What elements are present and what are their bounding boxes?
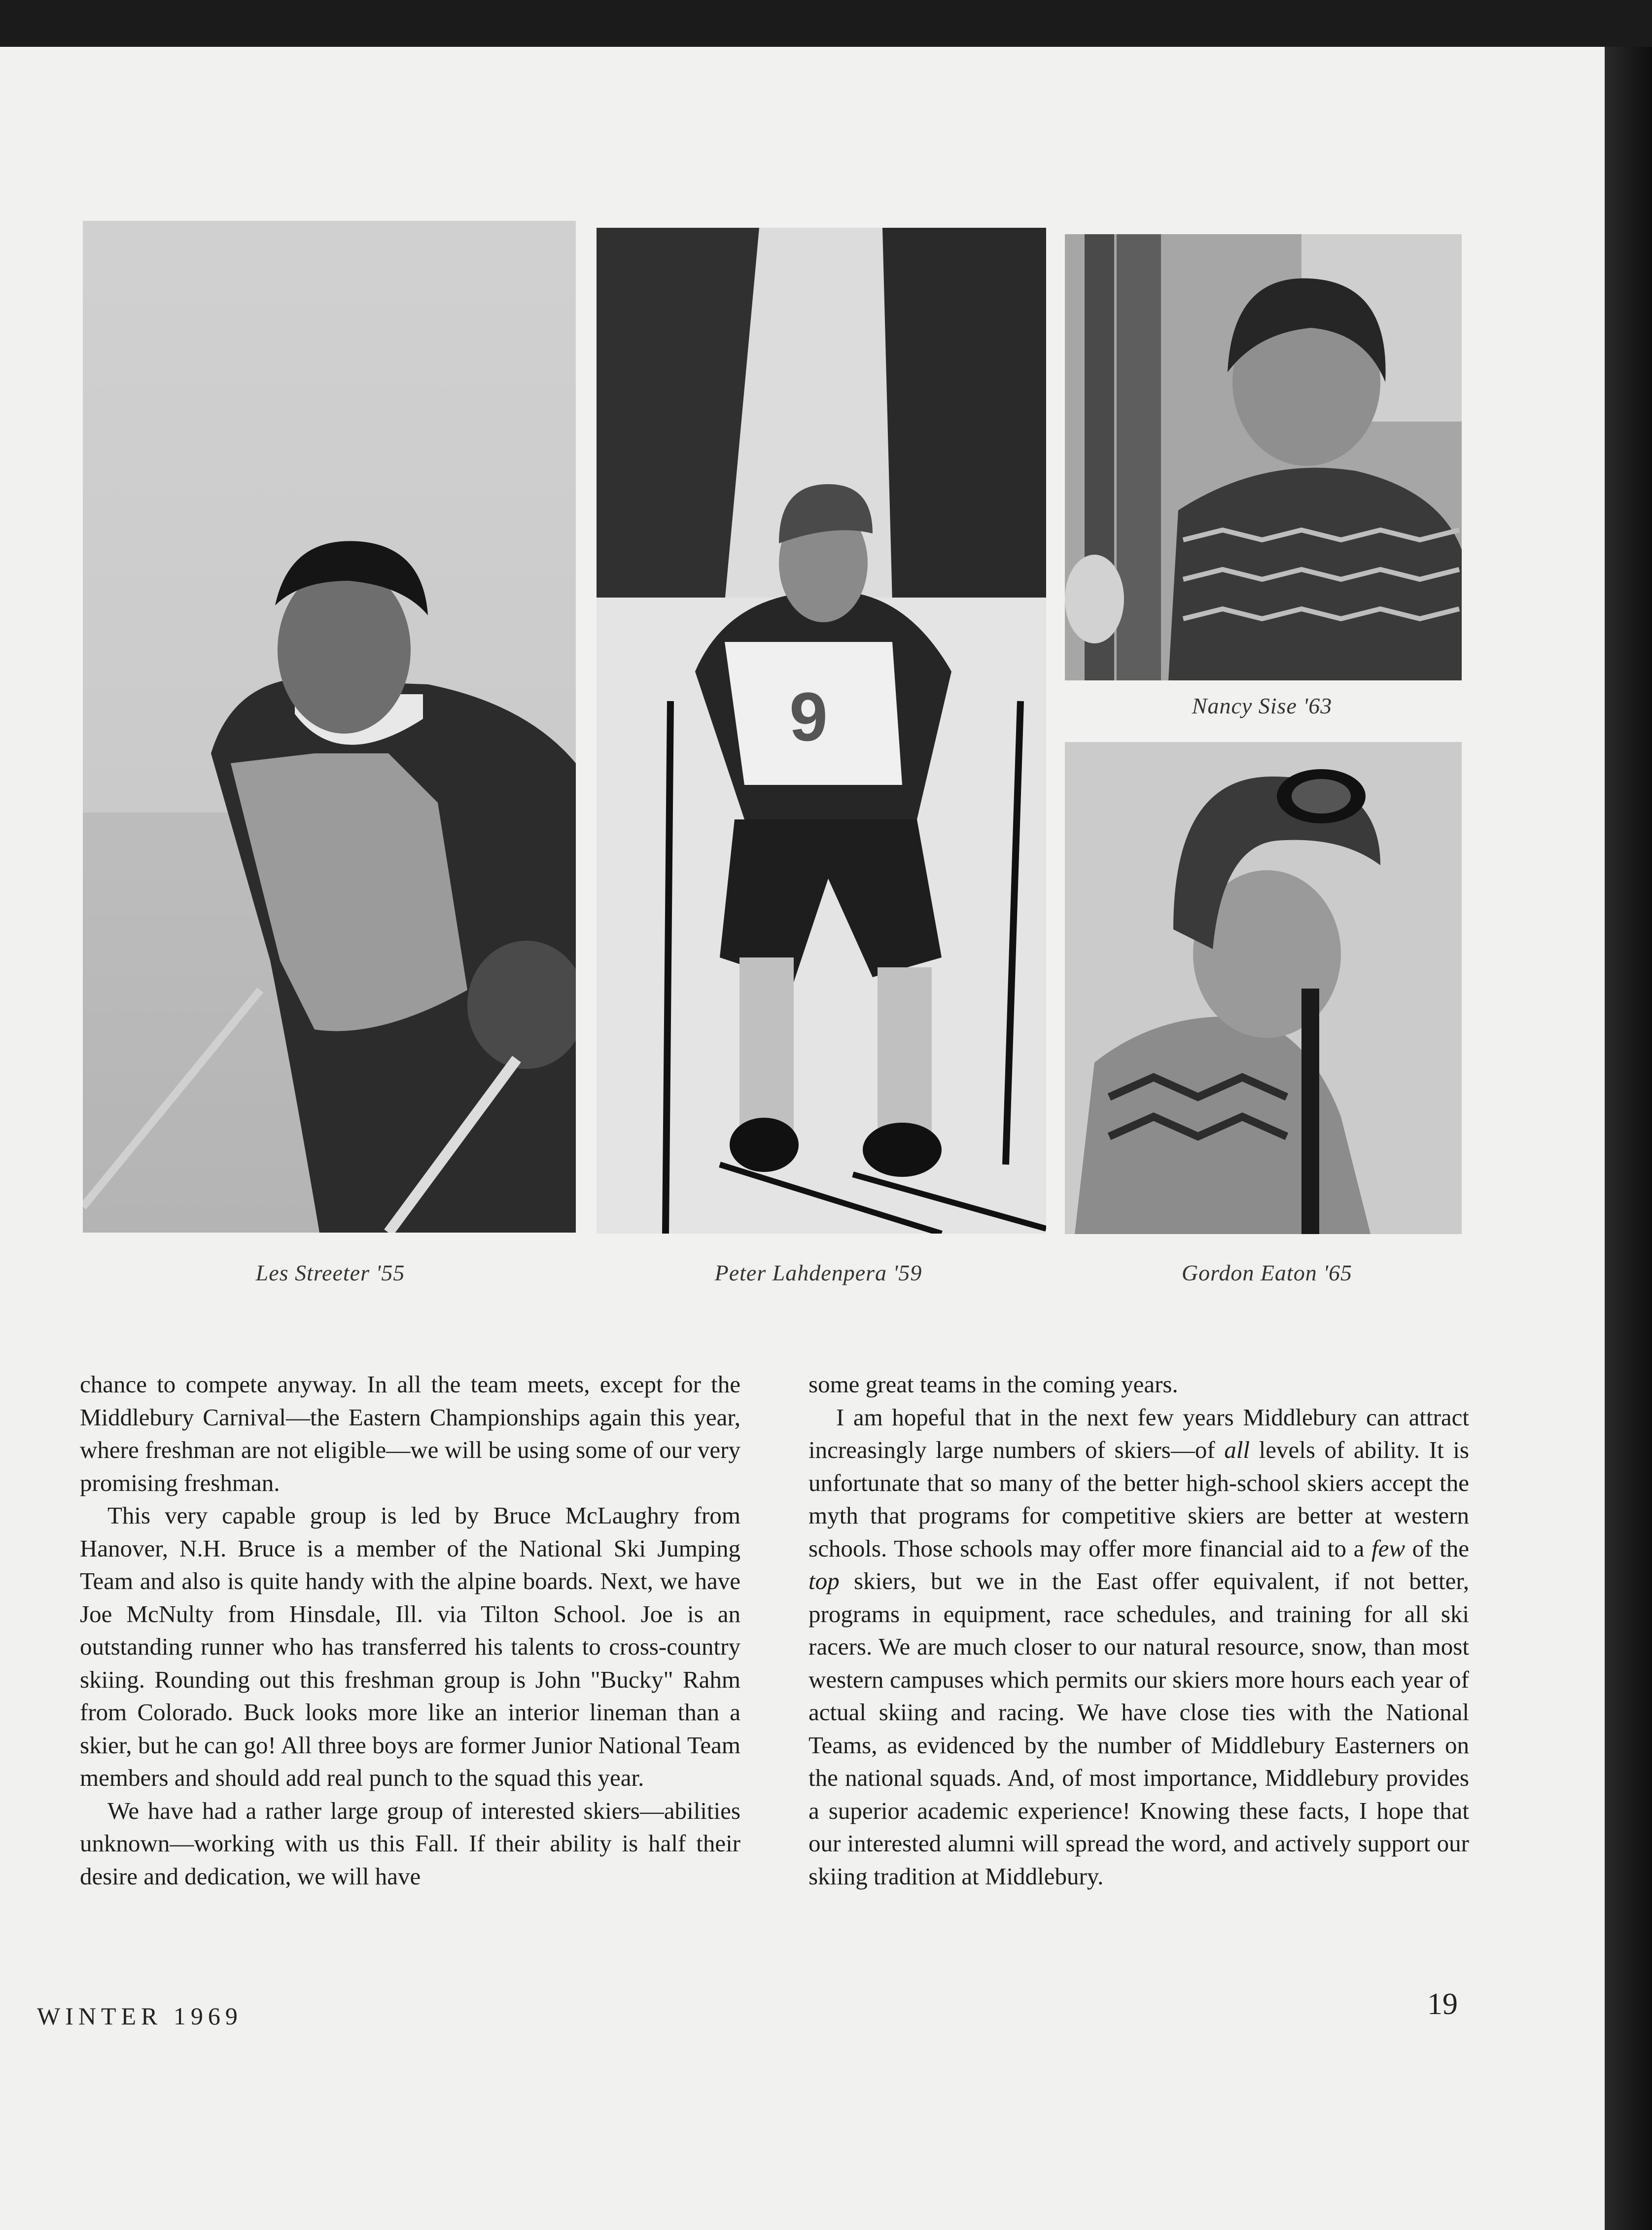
photo-peter-lahdenpera — [597, 228, 1046, 1234]
right-paragraph-2-part-d: skiers, but we in the East offer equivalent, if not better, programs in equipment, race schedules, and training for all ski racers. We are much closer to our natural resource, snow, than most western campuses which permits our skiers more hours each year of actual skiing and racing. We have close ties with the National Teams, as evidenced by the number of Middlebury Easterners on the national squads. And, of most importance, Middlebury provides a superior academic experience! Knowing these facts, I hope that our interested alumni will spread the word, and actively support our skiing tradition at Middlebury. — [808, 1567, 1469, 1890]
binding-edge — [1605, 47, 1652, 2230]
caption-gordon-eaton: Gordon Eaton '65 — [1181, 1260, 1353, 1285]
emphasis-top: top — [808, 1567, 840, 1594]
page-number: 19 — [1427, 1987, 1458, 2021]
left-paragraph-2: This very capable group is led by Bruce McLaughry from Hanover, N.H. Bruce is a member of the National Ski Jumping Team and also is quite handy with the alpine boards. Next, we have Joe McNulty from Hinsdale, Ill. via Tilton School. Joe is an outstanding runner who has transferred his talents to cross-country skiing. Rounding out this freshman group is John "Bucky" Rahm from Colorado. Buck looks more like an interior lineman than a skier, but he can go! All three boys are former Junior National Team members and should add real punch to the squad this year. — [80, 1502, 740, 1791]
right-paragraph-2 — [808, 1401, 1469, 1893]
caption-peter-lahdenpera: Peter Lahdenpera '59 — [714, 1260, 922, 1285]
caption-nancy-sise: Nancy Sise '63 — [1192, 693, 1333, 718]
right-paragraph-2-part-b: levels of ability. It is unfortunate that so many of the better high-school skiers accept the myth that programs for competitive skiers are better at western schools. Those schools may offer more financial aid to a — [808, 1436, 1470, 1562]
left-column — [80, 1368, 740, 1893]
right-paragraph-2-part-a: I am hopeful that in the next few years Middlebury can attract increasingly large numbers of skiers—of — [808, 1403, 1469, 1463]
issue-label: WINTER 1969 — [37, 2002, 243, 2030]
left-paragraph-1: chance to compete anyway. In all the team meets, except for the Middlebury Carnival—the Eastern Championships again this year, where freshman are not eligible—we will be using some of our very promising freshman. — [80, 1371, 740, 1496]
photo-les-streeter — [83, 221, 576, 1233]
caption-les-streeter: Les Streeter '55 — [255, 1260, 405, 1285]
right-paragraph-2-part-c: of the — [1405, 1534, 1469, 1562]
right-paragraph-1: some great teams in the coming years. — [808, 1371, 1178, 1398]
right-column — [808, 1368, 1469, 1893]
photo-nancy-sise — [1065, 234, 1462, 680]
bib-number: 9 — [789, 678, 828, 755]
emphasis-few: few — [1371, 1534, 1406, 1562]
left-paragraph-3: We have had a rather large group of interested skiers—abilities unknown—working with us this Fall. If their ability is half their desire and dedication, we will have — [80, 1797, 740, 1890]
emphasis-all: all — [1224, 1436, 1250, 1463]
photo-gordon-eaton — [1065, 742, 1462, 1234]
